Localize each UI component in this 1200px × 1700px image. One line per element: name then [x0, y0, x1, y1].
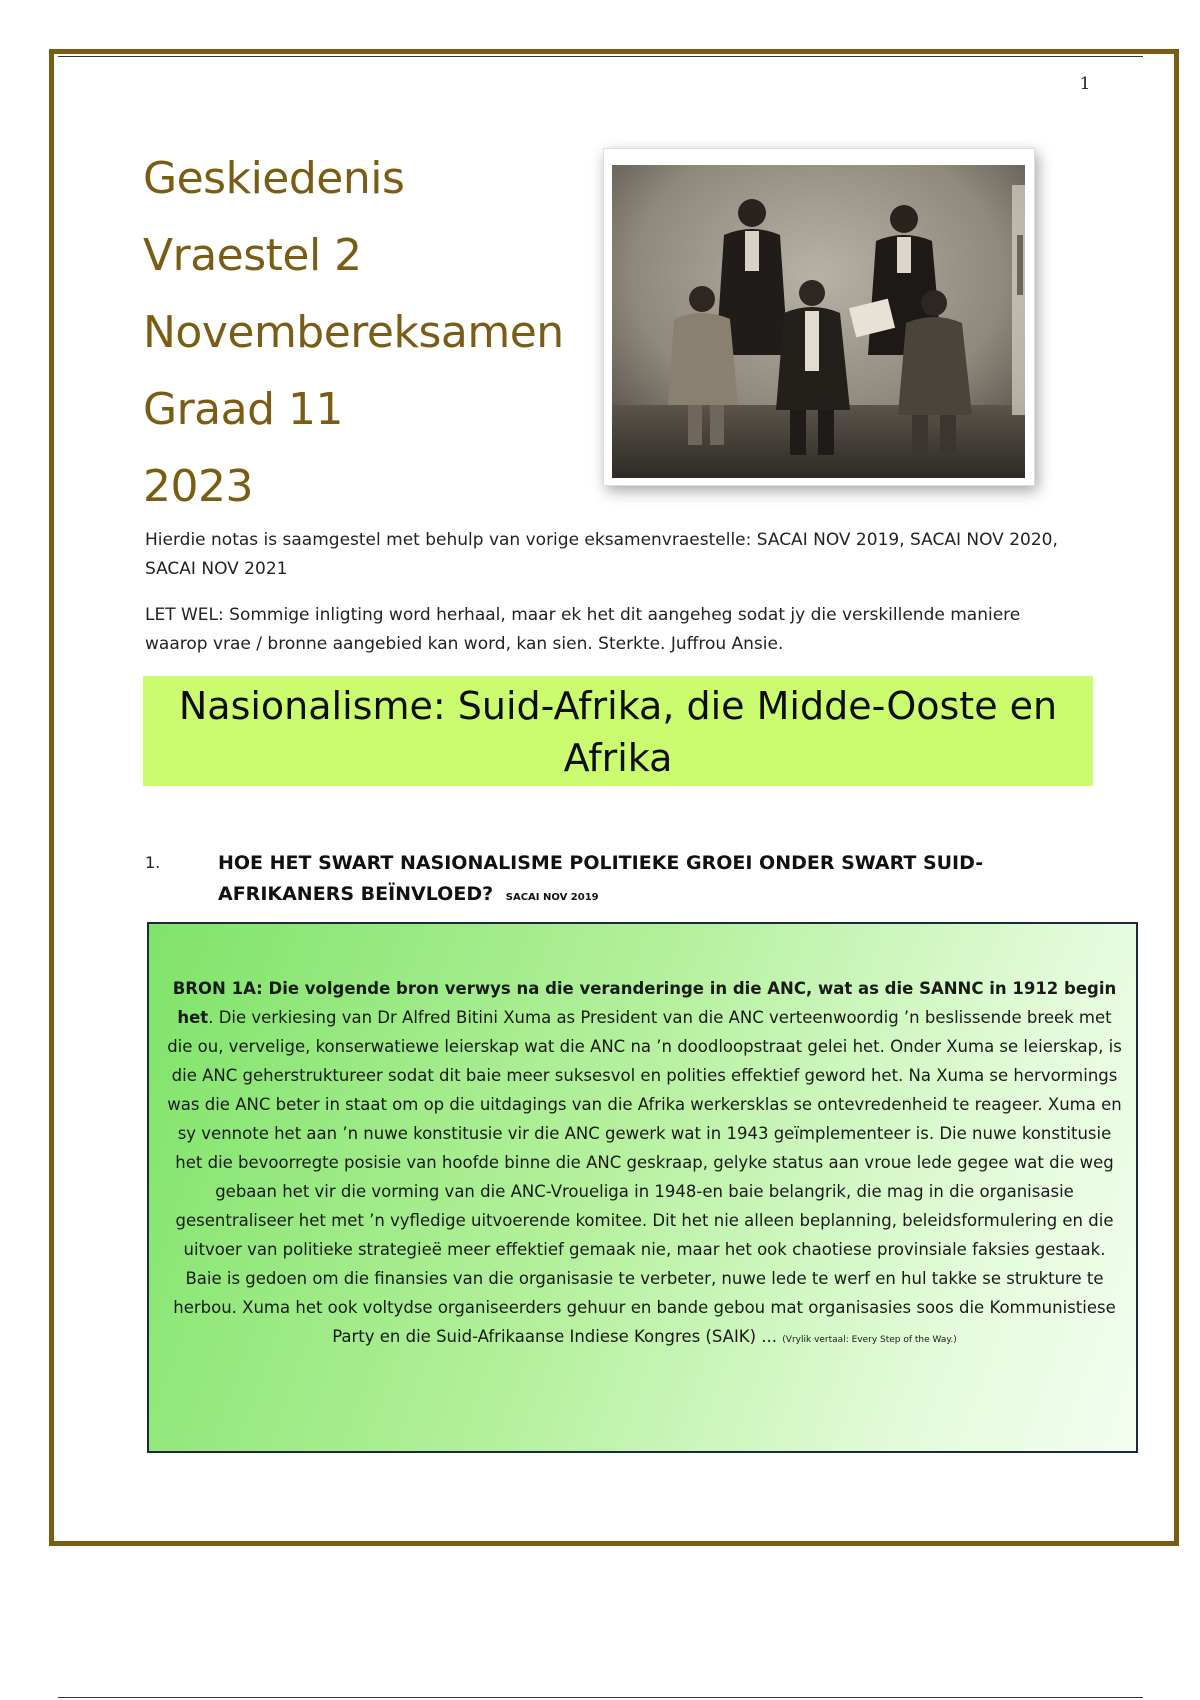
question-reference: SACAI NOV 2019	[505, 892, 599, 903]
top-rule	[58, 56, 1143, 57]
title-exam: Novembereksamen	[143, 307, 564, 358]
theme-banner	[143, 676, 1093, 786]
title-subject: Geskiedenis	[143, 153, 405, 204]
source-text	[167, 974, 1122, 1355]
intro-note: Hierdie notas is saamgestel met behulp van vorige eksamenvraestelle: SACAI NOV 2019, SACAI NOV 2020, SACAI NOV 2021	[145, 530, 1058, 579]
theme-title: Nasionalisme: Suid-Afrika, die Midde-Ooste en Afrika	[178, 684, 1058, 780]
source-credit: (Vrylik vertaal: Every Step of the Way.)	[782, 1335, 957, 1345]
question-number: 1.	[145, 853, 161, 872]
question-heading	[218, 848, 1088, 913]
source-box	[147, 922, 1138, 1453]
title-paper: Vraestel 2	[143, 230, 362, 281]
group-portrait-image	[612, 165, 1025, 478]
page-number: 1	[1079, 74, 1091, 94]
title-year: 2023	[143, 461, 253, 512]
title-grade: Graad 11	[143, 384, 344, 435]
bottom-rule	[58, 1697, 1143, 1698]
historical-photo	[603, 148, 1035, 486]
source-heading: BRON 1A: Die volgende bron verwys na die veranderinge in die ANC, wat as die SANNC in 1912 begin het	[172, 979, 1117, 1027]
source-body: . Die verkiesing van Dr Alfred Bitini Xuma as President van die ANC verteenwoordig ’n beslissende breek met die ou, vervelige, konserwatiewe leierskap wat die ANC na ’n doodloopstraat gelei het. Onder Xuma se leierskap, is die ANC geherstruktureer sodat dit baie meer suksesvol en polities effektief geword het. Na Xuma se hervormings was die ANC beter in staat om op die uitdagings van die Afrika werkersklas se ontevredenheid te reageer. Xuma en sy vennote het aan ’n nuwe konstitusie vir die ANC gewerk wat in 1943 geïmplementeer is. Die nuwe konstitusie het die bevoorregte posisie van hoofde binne die ANC geskraap, gelyke status aan vroue lede gegee wat die weg gebaan het vir die vorming van die ANC-Vroueliga in 1948-en baie belangrik, die mag in die organisasie gesentraliseer het met ’n vyfledige uitvoerende komitee. Dit het nie alleen beplanning, beleidsformulering en die uitvoer van politieke strategieë meer effektief gemaak nie, maar het ook chaotiese provinsiale faksies gestaak. Baie is gedoen om die finansies van die organisasie te verbeter, nuwe lede te werf en hul takke se strukture te herbou. Xuma het ook voltydse organiseerders gehuur en bande gebou mat organisasies soos die Kommunistiese Party en die Suid-Afrikaanse Indiese Kongres (SAIK) ...	[167, 1008, 1122, 1346]
document-title	[143, 140, 564, 525]
question-text: HOE HET SWART NASIONALISME POLITIEKE GROEI ONDER SWART SUID-AFRIKANERS BEÏNVLOED?	[218, 852, 984, 905]
intro-warning: LET WEL: Sommige inligting word herhaal, maar ek het dit aangeheg sodat jy die verskillende maniere waarop vrae / bronne aangebied kan word, kan sien. Sterkte. Juffrou Ansie.	[145, 605, 1021, 654]
